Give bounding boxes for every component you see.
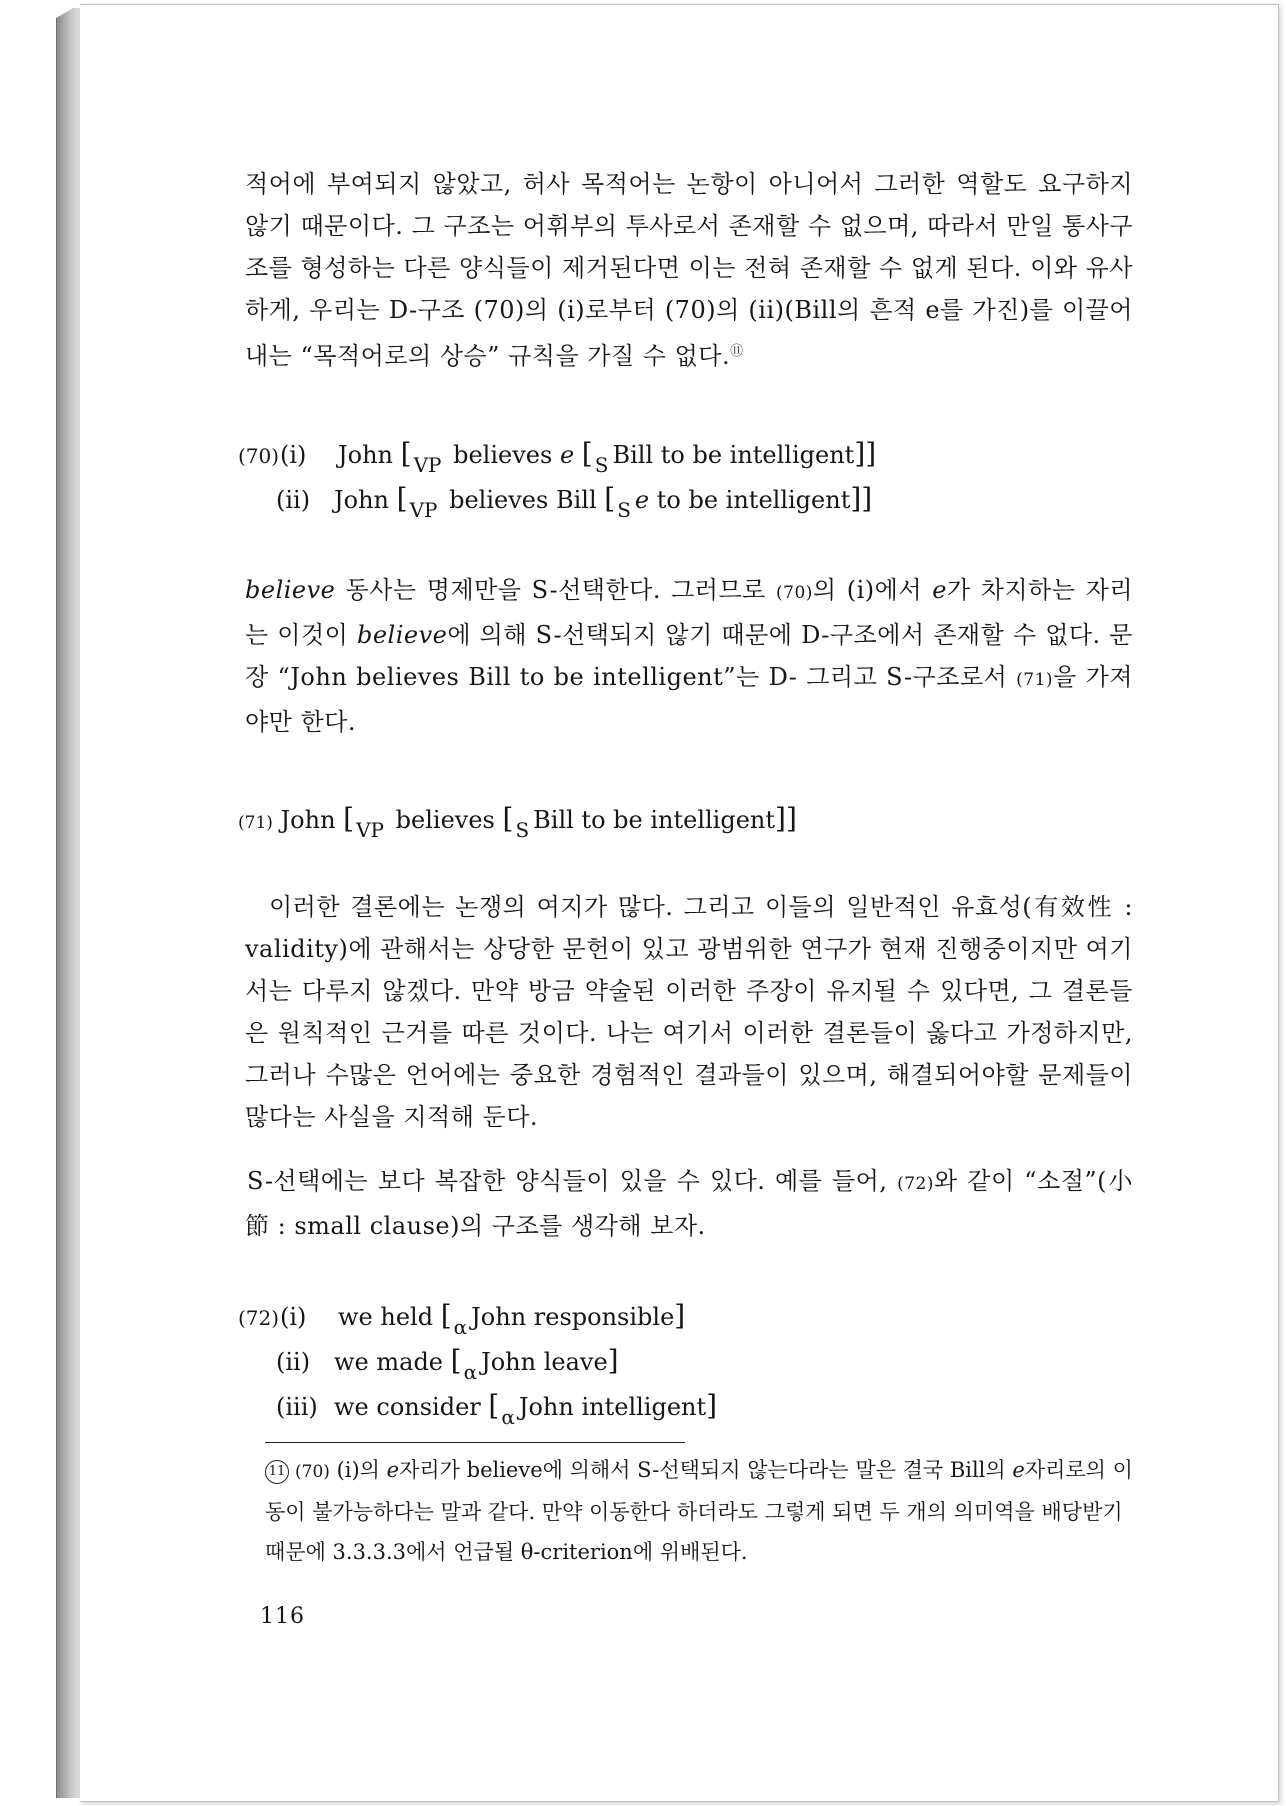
footnote — [265, 1450, 1135, 1572]
paragraph-2-text: 을 가져야만 한다. — [245, 663, 1133, 736]
vp-subscript: VP — [413, 453, 442, 477]
paragraph-1-text: 적어에 부여되지 않았고, 허사 목적어는 논항이 아니어서 그러한 역할도 요구하지 않기 때문이다. 그 구조는 어휘부의 투사로서 존재할 수 없으며, 따라서 만일 통사구조를 형성하는 다른 양식들이 제거된다면 이는 전혀 존재할 수 없게 된다. 이와 유사하게, 우리는 D-구조 (70)의 (i)로부터 (70)의 (ii)(Bill의 흔적 e를 가진)를 이끌어내는 “목적어로의 상승” 규칙을 가질 수 없다. — [245, 170, 1133, 370]
example-label: (71) — [238, 813, 273, 833]
example-verb: believes — [395, 806, 495, 834]
empty-category: e — [1012, 1458, 1025, 1482]
term-believe: believe — [356, 621, 448, 649]
example-text: we held — [338, 1303, 434, 1331]
footnote-text: 자리가 believe에 의해서 S-선택되지 않는다라는 말은 결국 Bill의 — [399, 1458, 1013, 1482]
vp-subscript: VP — [409, 498, 438, 522]
footnote-reference: ⑪ — [730, 344, 744, 359]
example-number: (ii) — [276, 1348, 311, 1376]
paragraph-4-text: 와 같이 “소절”(小節 : small clause)의 구조를 생각해 보자. — [245, 1167, 1133, 1240]
paragraph-1 — [245, 163, 1133, 377]
example-ref-72: (72) — [897, 1174, 934, 1194]
example-number: (ii) — [276, 486, 311, 514]
example-subject: John — [334, 486, 389, 514]
vp-subscript: VP — [356, 818, 385, 842]
footnote-rule — [265, 1442, 685, 1443]
alpha-subscript: α — [463, 1360, 478, 1384]
paragraph-2-text: 동사는 명제만을 S-선택한다. 그러므로 — [335, 576, 777, 604]
example-ref-70: (70) — [295, 1462, 330, 1482]
example-label: (72) — [238, 1306, 280, 1330]
paragraph-2 — [245, 569, 1133, 743]
footnote-text: 자리로의 이동이 불가능하다는 말과 같다. 만약 이동한다 하더라도 그렇게 되면 두 개의 의미역을 배당받기 때문에 3.3.3.3에서 언급될 θ-criterion에 위배된다. — [265, 1458, 1133, 1564]
term-believe: believe — [245, 576, 336, 604]
example-72-i: (72)(i) we held [ $_\alpha$ John responsible] — [238, 1299, 686, 1339]
example-number: (iii) — [276, 1393, 318, 1421]
example-verb: believes — [449, 486, 549, 514]
example-text: we made — [334, 1348, 444, 1376]
paragraph-2-text: 에 의해 S-선택되지 않기 때문에 D-구조에서 존재할 수 없다. 문장 “John believes Bill to be intelligent”는 D- 그리고 S-구조로서 — [245, 621, 1133, 691]
example-72-ii: (ii) we made [ $_\alpha$ John leave] — [276, 1344, 619, 1384]
empty-category: e — [559, 441, 575, 469]
footnote-text: (i)의 — [329, 1458, 387, 1482]
example-subject: John — [280, 806, 336, 834]
page-corner — [56, 4, 80, 18]
empty-category: e — [386, 1458, 400, 1482]
example-71: (71) John [ $_{VP}$ believes [ $_S$ Bill to be intelligent]] — [238, 802, 797, 842]
example-complement: Bill to be intelligent — [612, 441, 855, 469]
example-subject: John — [338, 441, 393, 469]
example-complement: John intelligent — [518, 1393, 707, 1421]
example-text: we consider — [334, 1393, 481, 1421]
example-complement: Bill to be intelligent — [533, 806, 776, 834]
footnote-number: 11 — [265, 1460, 289, 1484]
paragraph-3: 이러한 결론에는 논쟁의 여지가 많다. 그리고 이들의 일반적인 유효성(有效性 : validity)에 관해서는 상당한 문헌이 있고 광범위한 연구가 현재 진행중이지만 여기서는 다루지 않겠다. 만약 방금 약술된 이러한 주장이 유지될 수 있다면, 그 결론들은 원칙적인 근거를 따른 것이다. 나는 여기서 이러한 결론들이 옳다고 가정하지만, 그러나 수많은 언어에는 중요한 경험적인 결과들이 있으며, 해결되어야할 문제들이 많다는 사실을 지적해 둔다. — [245, 893, 1133, 1131]
example-complement: John responsible — [471, 1303, 675, 1331]
s-subscript: S — [594, 453, 609, 477]
alpha-subscript: α — [453, 1315, 468, 1339]
alpha-subscript: α — [501, 1405, 515, 1429]
example-number: (i) — [280, 441, 307, 469]
trace: e — [634, 486, 650, 514]
empty-category: e — [932, 576, 947, 604]
paragraph-4 — [245, 1160, 1133, 1247]
s-subscript: S — [617, 498, 631, 522]
example-object: Bill — [555, 486, 597, 514]
example-70-i: (70)(i) John [ $_{VP}$ believes e [ $_S$ Bill to be intelligent]] — [238, 437, 877, 477]
example-ref-70: (70) — [776, 583, 813, 603]
page-number: 116 — [260, 1604, 305, 1629]
paragraph-2-text: 가 차지하는 자리는 이것이 — [245, 576, 1134, 649]
example-label: (70) — [238, 444, 280, 468]
example-72-iii: (iii) we consider [ $_\alpha$ John intelligent] — [276, 1389, 718, 1429]
paragraph-4-text: S-선택에는 보다 복잡한 양식들이 있을 수 있다. 예를 들어, — [247, 1167, 898, 1195]
example-number: (i) — [280, 1303, 307, 1331]
example-complement: to be intelligent — [656, 486, 851, 514]
example-complement: John leave — [481, 1348, 608, 1376]
paragraph-2-text: 의 (i)에서 — [812, 576, 933, 604]
s-subscript: S — [515, 818, 530, 842]
example-ref-71: (71) — [1016, 670, 1054, 690]
example-70-ii: (ii) John [ $_{VP}$ believes Bill [ $_S$ e to be intelligent]] — [276, 482, 873, 522]
example-verb: believes — [453, 441, 553, 469]
book-edge — [56, 8, 81, 1798]
